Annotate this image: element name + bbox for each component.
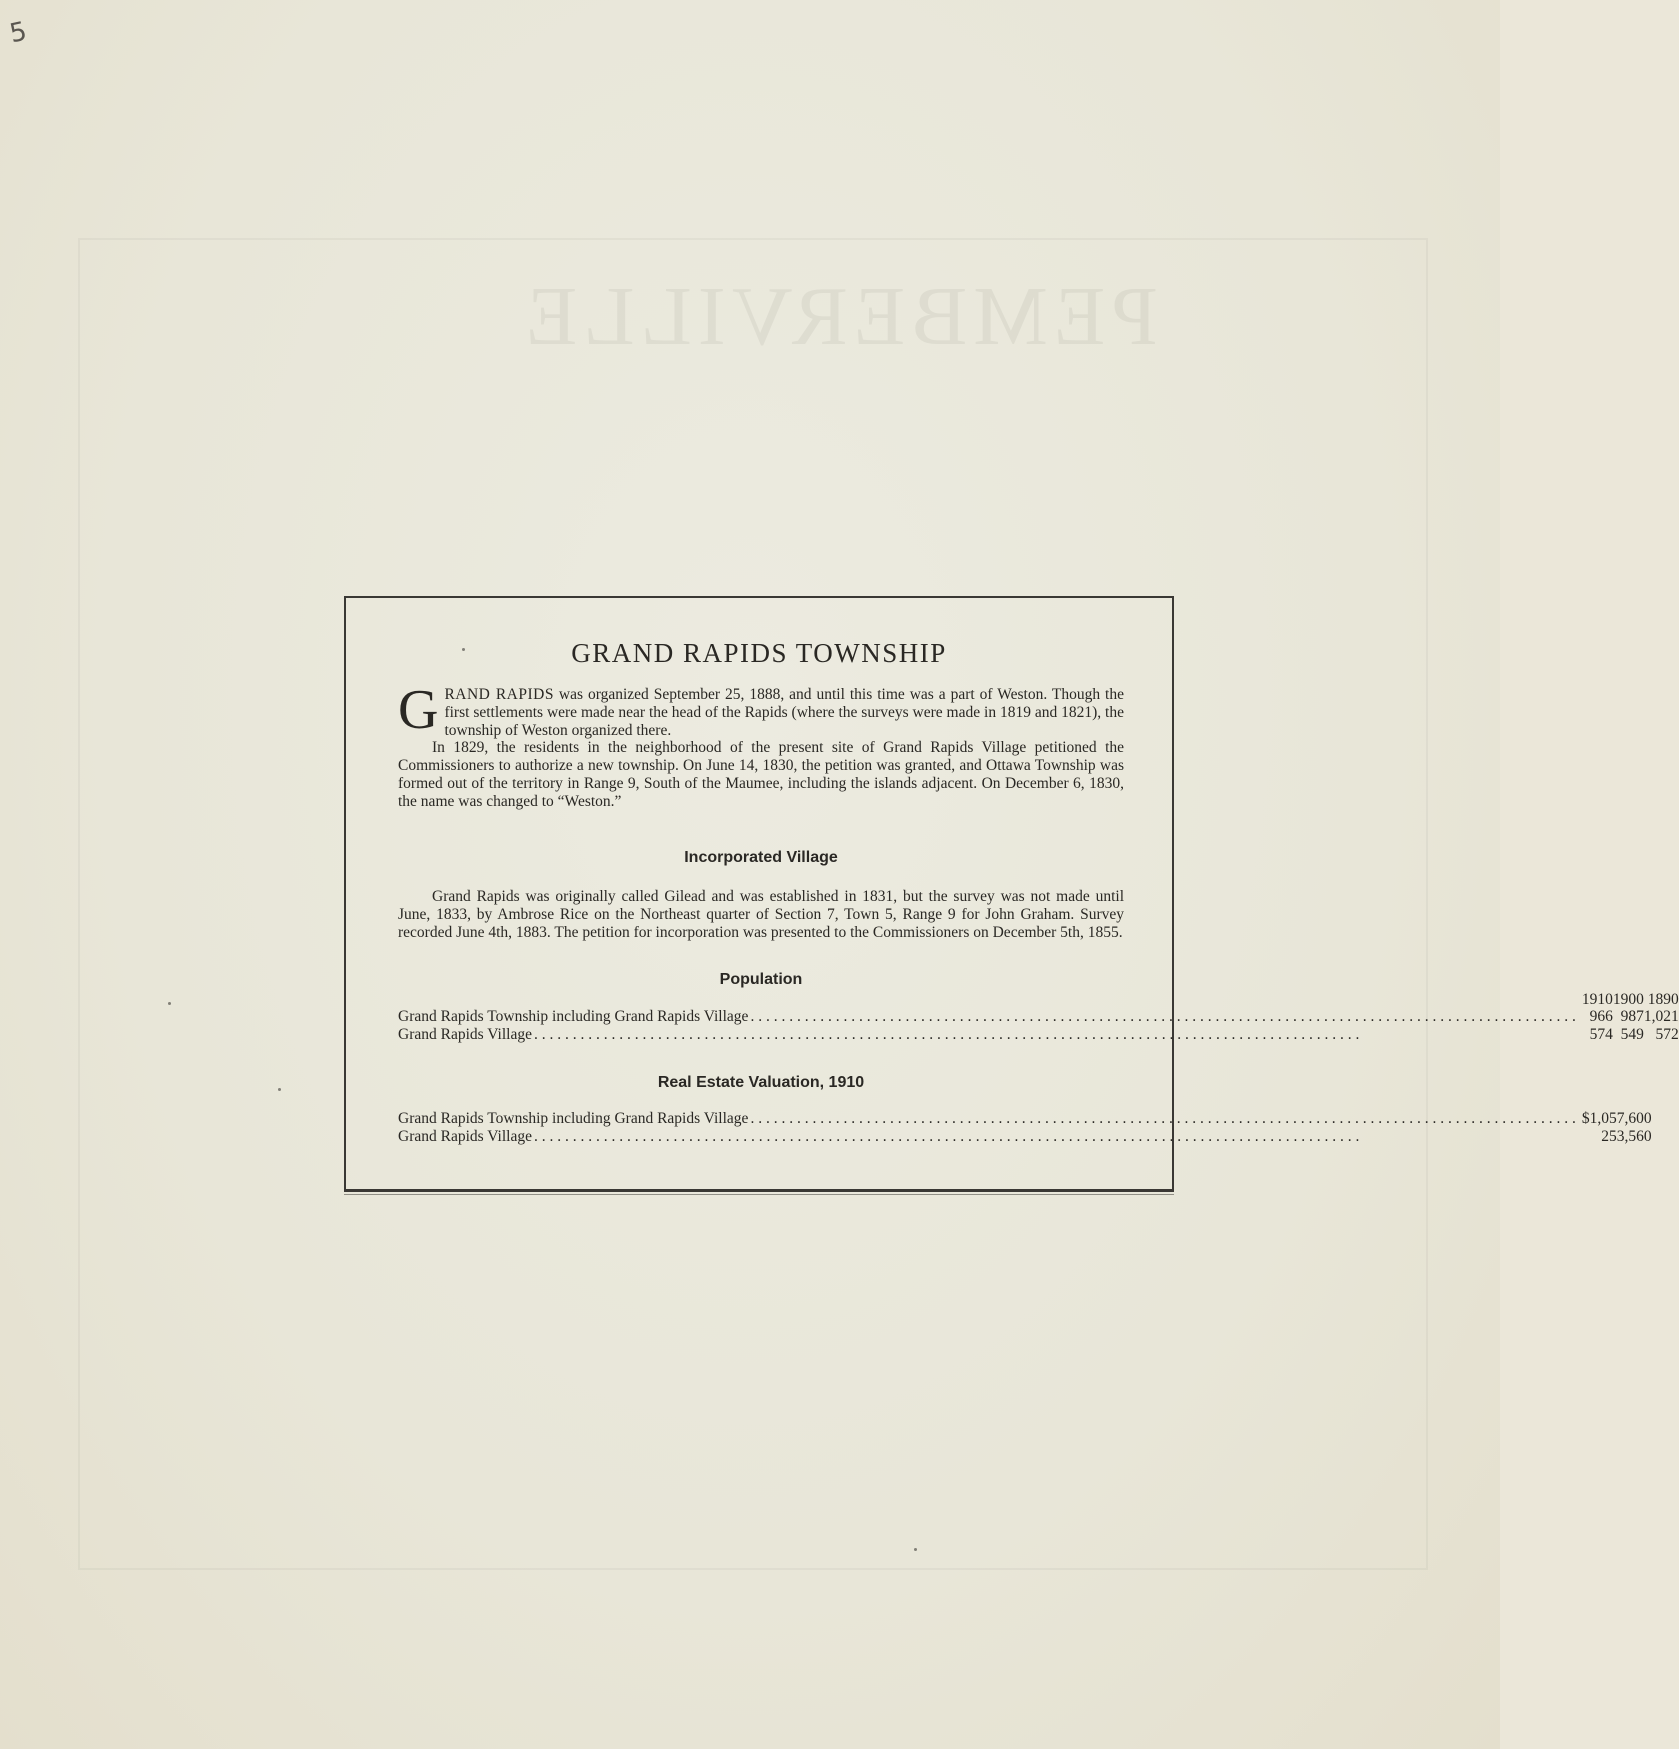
- year-header: 1900: [1612, 990, 1644, 1008]
- population-heading: Population: [719, 970, 803, 988]
- population-value: 549: [1620, 1026, 1644, 1044]
- currency-symbol: $: [1581, 1109, 1590, 1127]
- table-row: [398, 1128, 1652, 1146]
- show-through-map-title: PEMBERVILLE: [520, 270, 1158, 363]
- valuation-table: [398, 1110, 1652, 1146]
- population-value: 987: [1620, 1008, 1644, 1026]
- population-value: 966: [1589, 1008, 1613, 1026]
- paper-speck: [168, 1002, 171, 1005]
- row-label: Grand Rapids Village: [398, 1127, 532, 1145]
- row-label: Grand Rapids Village: [398, 1026, 532, 1044]
- drop-cap: G: [398, 679, 439, 741]
- table-row: [398, 1026, 1679, 1044]
- box-bottom-rule: [344, 1189, 1174, 1192]
- dot-leader: [534, 1128, 1576, 1146]
- row-label: Grand Rapids Township including Grand Rapids Village: [398, 1008, 749, 1026]
- paper-speck: [278, 1088, 281, 1091]
- paper-speck: [914, 1548, 917, 1551]
- page-title: GRAND RAPIDS TOWNSHIP: [571, 638, 947, 668]
- population-header-row: [398, 991, 1679, 1009]
- handwritten-page-number: 5: [7, 16, 30, 50]
- intro-text-1: was organized September 25, 1888, and until this time was a part of Weston. Though the first settlements were made near the head of the Rapids (where the surveys were made in 1819 and 1821), the township of Weston organized there.: [444, 686, 1124, 739]
- valuation-amount: 1,057,600: [1589, 1109, 1652, 1127]
- population-table: [398, 991, 1679, 1044]
- population-value: 572: [1655, 1026, 1679, 1044]
- year-header: 1890: [1647, 990, 1679, 1008]
- dot-leader: [534, 1026, 1576, 1044]
- village-heading: Incorporated Village: [684, 848, 838, 866]
- box-content: [398, 679, 1679, 1145]
- table-row: [398, 1008, 1679, 1026]
- intro-paragraph-1: [398, 679, 1124, 741]
- village-paragraph: Grand Rapids was originally called Gilead and was established in 1831, but the survey was not made until June, 1833, by Ambrose Rice on the Northeast quarter of Section 7, Town 5, Range 9 for John Graham. Survey recorded June 4th, 1883. The petition for incorporation was presented to the Commissioners on December 5th, 1855.: [398, 888, 1124, 941]
- year-header: 1910: [1581, 990, 1613, 1008]
- dot-leader: [750, 1110, 1575, 1128]
- row-label: Grand Rapids Township including Grand Rapids Village: [398, 1109, 749, 1127]
- dot-leader: [750, 1008, 1575, 1026]
- intro-paragraph-2: In 1829, the residents in the neighborhood of the present site of Grand Rapids Village petitioned the Commissioners to authorize a new township. On June 14, 1830, the petition was granted, and Ottawa Township was formed out of the territory in Range 9, South of the Maumee, including the islands adjacent. On December 6, 1830, the name was changed to “Weston.”: [398, 739, 1124, 810]
- township-info-box: [344, 596, 1679, 1190]
- valuation-amount: 253,560: [1601, 1127, 1652, 1145]
- intro-lead-caps: RAND RAPIDS: [444, 686, 554, 703]
- population-value: 1,021: [1643, 1008, 1679, 1026]
- valuation-heading: Real Estate Valuation, 1910: [657, 1073, 865, 1091]
- population-value: 574: [1589, 1026, 1613, 1044]
- table-row: [398, 1110, 1652, 1128]
